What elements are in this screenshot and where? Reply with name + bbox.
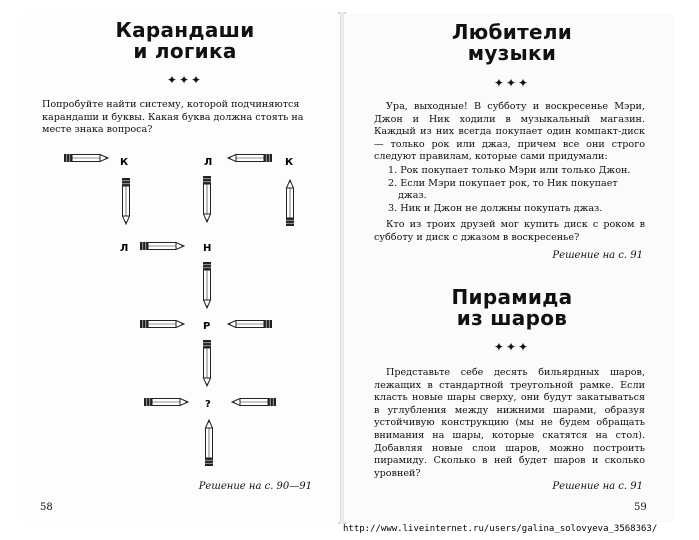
music-title-line2: музыки [467, 41, 557, 65]
pencil-up-2 [205, 420, 213, 466]
pencil-right-1 [64, 154, 108, 162]
music-intro: Ура, выходные! В субботу и воскресенье Мэри, Джон и Ник ходили в музыкальный магазин. Каждый из них всегда покупает один компакт-диск — только рок или джаз, причем все они строго следуют правилам, которые сами придумали: [374, 101, 645, 163]
music-solution-ref: Решение на с. 91 [552, 250, 643, 261]
left-stars: ✦✦✦ [166, 73, 204, 87]
pencil-left-1 [228, 154, 272, 162]
letter-n: Н [203, 243, 212, 254]
pencil-right-2 [140, 242, 184, 250]
music-rule-3: 3. Ник и Джон не должны покупать джаз. [388, 202, 603, 214]
letter-k1: К [120, 157, 129, 168]
pencil-down-3 [203, 262, 211, 308]
pyramid-title-line1: Пирамида [451, 285, 573, 309]
music-stars: ✦✦✦ [493, 76, 531, 90]
letter-k2: К [285, 157, 294, 168]
pencil-right-3 [140, 320, 184, 328]
music-rules [374, 165, 645, 215]
left-title-line1: Карандаши [115, 18, 255, 42]
pencil-left-3 [232, 398, 276, 406]
pencil-left-2 [228, 320, 272, 328]
pyramid-text: Представьте себе десять бильярдных шаров, лежащих в стандартной треугольной рамке. Если класть новые шары сверху, они будут закатываться в углубления между нижними шарами, образуя устойчивую конструкцию (мы не будем обращать внимания на шары, которые скатятся на стол). Добавляя новые слои шаров, можно построить пирамиду. Сколько в ней будет шаров и сколько уровней? [374, 367, 645, 479]
music-title-line1: Любители [451, 20, 573, 44]
music-question: Кто из троих друзей мог купить диск с роком в субботу и диск с джазом в воскресенье? [374, 219, 645, 243]
music-rule-1: 1. Рок покупает только Мэри или только Джон. [388, 165, 631, 176]
music-rule-2: 2. Если Мэри покупает рок, то Ник покупает джаз. [388, 177, 618, 202]
left-puzzle-text: Попробуйте найти систему, которой подчиняются карандаши и буквы. Какая буква должна стоять на месте знака вопроса? [42, 99, 304, 136]
pencil-right-4 [144, 398, 188, 406]
pencil-down-1 [122, 178, 130, 224]
pyramid-title [384, 287, 640, 329]
left-page-number: 58 [40, 502, 53, 513]
pencil-up-1 [286, 180, 294, 226]
letter-l1: Л [204, 157, 213, 168]
pyramid-title-line2: из шаров [456, 306, 568, 330]
pencil-down-2 [203, 176, 211, 222]
pencil-down-4 [203, 340, 211, 386]
left-solution-ref: Решение на с. 90—91 [198, 481, 312, 492]
pyramid-stars: ✦✦✦ [493, 340, 531, 354]
letter-r: Р [203, 321, 211, 332]
source-url: http://www.liveinternet.ru/users/galina_solovyeva_3568363/ [343, 524, 658, 534]
left-title-line2: и логика [133, 39, 237, 63]
music-title [384, 22, 640, 64]
letter-question: ? [205, 399, 211, 410]
letter-l2: Л [120, 243, 129, 254]
right-page-number: 59 [634, 502, 647, 513]
pyramid-solution-ref: Решение на с. 91 [552, 481, 643, 492]
